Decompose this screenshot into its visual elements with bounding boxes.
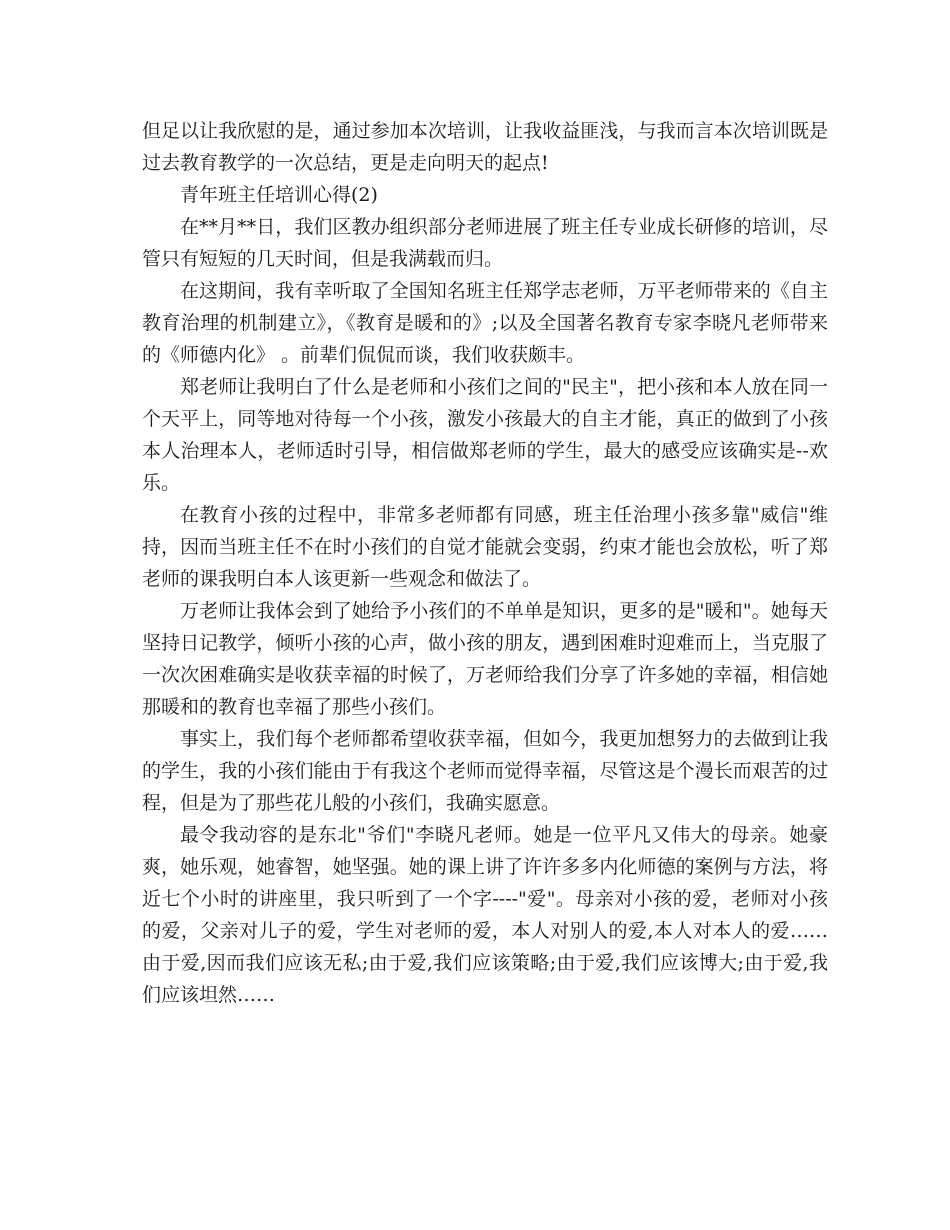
section-heading: 青年班主任培训心得(2) [180,184,378,206]
paragraph-happiness: 事实上，我们每个老师都希望收获幸福，但如今，我更加想努力的去做到让我的学生，我的小孩们能由于有我这个老师而觉得幸福，尽管这是个漫长而艰苦的过程，但是为了那些花儿般的小孩们，我确实愿意。 [142,728,828,814]
paragraph-intro: 在**月**日，我们区教办组织部分老师进展了班主任专业成长研修的培训，尽管只有短短的几天时间，但是我满载而归。 [142,216,828,270]
paragraph-li: 最令我动容的是东北"爷们"李晓凡老师。她是一位平凡又伟大的母亲。她豪爽，她乐观，她睿智，她坚强。她的课上讲了许许多多内化师德的案例与方法，将近七个小时的讲座里，我只听到了一个字----"爱"。母亲对小孩的爱，老师对小孩的爱，父亲对儿子的爱，学生对老师的爱，本人对别人的爱,本人对本人的爱……由于爱,因而我们应该无私;由于爱,我们应该策略;由于爱,我们应该博大;由于爱,我们应该坦然…… [142,824,828,1006]
document-page [142,115,828,1011]
paragraph-wan: 万老师让我体会到了她给予小孩们的不单单是知识，更多的是"暖和"。她每天坚持日记教学，倾听小孩的心声，做小孩的朋友，遇到困难时迎难而上，当克服了一次次困难确实是收获幸福的时候了，万老师给我们分享了许多她的幸福，相信她那暖和的教育也幸福了那些小孩们。 [142,600,828,718]
paragraph-zheng: 郑老师让我明白了什么是老师和小孩们之间的"民主"，把小孩和本人放在同一个天平上，同等地对待每一个小孩，激发小孩最大的自主才能，真正的做到了小孩本人治理本人，老师适时引导，相信做郑老师的学生，最大的感受应该确实是--欢乐。 [142,376,828,494]
paragraph-continuation: 但足以让我欣慰的是，通过参加本次培训，让我收益匪浅，与我而言本次培训既是过去教育教学的一次总结，更是走向明天的起点! [142,120,828,174]
paragraph-lectures: 在这期间，我有幸听取了全国知名班主任郑学志老师，万平老师带来的《自主教育治理的机制建立》，《教育是暖和的》;以及全国著名教育专家李晓凡老师带来的《师德内化》 。前辈们侃侃而谈，我们收获颇丰。 [142,280,828,366]
paragraph-authority: 在教育小孩的过程中，非常多老师都有同感，班主任治理小孩多靠"威信"维持，因而当班主任不在时小孩们的自觉才能就会变弱，约束才能也会放松，听了郑老师的课我明白本人该更新一些观念和做法了。 [142,504,828,590]
